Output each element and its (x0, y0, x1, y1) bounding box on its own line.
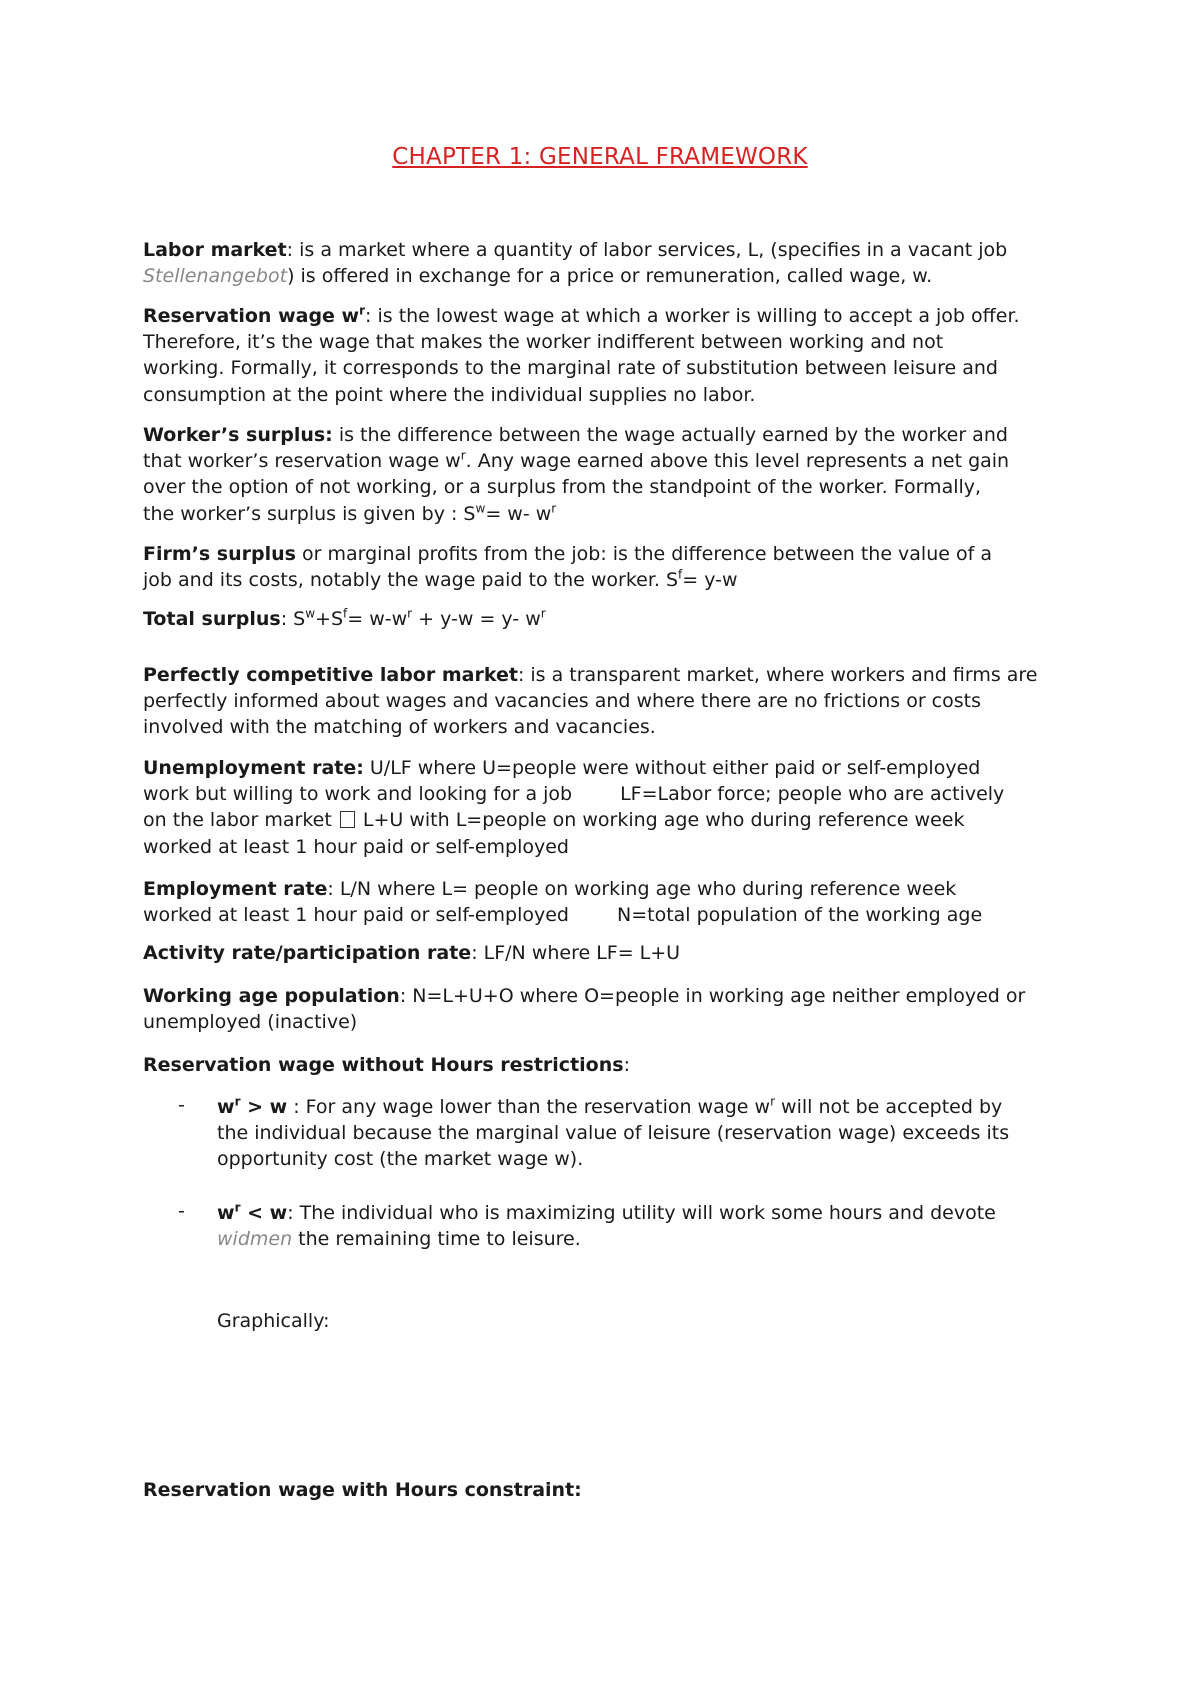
section-heading-no-hours: Reservation wage without Hours restrictions: (143, 1054, 630, 1076)
term: Labor market (143, 239, 287, 261)
term: Perfectly competitive labor market (143, 664, 518, 686)
term: Firm’s surplus (143, 543, 296, 565)
bullet-item-wr-greater: $w^r > w$ : For any wage lower than the reservation wage $w^r$ will not be accepted by the individual because the marginal value of leisure (reservation wage) exceeds its opportunity cost (the market wage w). (217, 1094, 1010, 1171)
german-word: Stellenangebot (143, 265, 288, 288)
activity-rate-definition: Activity rate/participation rate: LF/N where LF= L+U (143, 942, 681, 964)
labor-market-definition: Labor market: is a market where a quantity of labor services, L, (specifies in a vacant job Stellenangebot) is offered in exchange for a price or remuneration, called wage, w. (143, 239, 1008, 288)
term: Working age population (143, 985, 400, 1007)
perfect-market-definition: Perfectly competitive labor market: is a transparent market, where workers and firms are perfectly informed about wages and vacancies and where there are no frictions or costs involved with the matching of workers and vacancies. (143, 664, 1038, 739)
employment-rate-definition: Employment rate: L/N where L= people on working age who during reference week worked at least 1 hour paid or self-employed N=total population of the working age (143, 878, 983, 927)
term: Total surplus (143, 608, 281, 630)
firms-surplus-definition: Firm’s surplus or marginal profits from the job: is the difference between the value of a job and its costs, notably the wage paid to the worker. $S^f= y-w$ (143, 543, 992, 592)
bullet-item-wr-less: $w^r < w$: The individual who is maximizing utility will work some hours and devote widmen the remaining time to leisure. (217, 1200, 996, 1251)
bullet-dash: - (178, 1094, 185, 1116)
working-age-definition: Working age population: N=L+U+O where O=people in working age neither employed or unemployed (inactive) (143, 985, 1026, 1034)
workers-surplus-definition: Worker’s surplus: is the difference between the wage actually earned by the worker and that worker’s reservation wage $w^r$. Any wage earned above this level represents a net gain over the option of not working, or a surplus from the standpoint of the worker. Formally, the worker’s surplus is given by : $S^w= w-$ $w^r$ (143, 424, 1010, 525)
term: Worker’s surplus: (143, 424, 333, 446)
page-title: CHAPTER 1: GENERAL FRAMEWORK (392, 144, 808, 170)
unemployment-rate-definition: Unemployment rate: U/LF where U=people were without either paid or self-employed work but willing to work and looking for a job LF=Labor force; people who are actively on the labor market L+U with L=people on working age who during reference week worked at least 1 hour paid or self-employed (143, 757, 1005, 858)
term: Reservation wage $w^r$ (143, 303, 366, 327)
term: Unemployment rate: (143, 757, 364, 779)
missing-glyph-icon (340, 811, 355, 828)
reservation-wage-definition: Reservation wage $w^r$: is the lowest wage at which a worker is willing to accept a job offer. Therefore, it’s the wage that makes the worker indifferent between working and not working. Formally, it corresponds to the marginal rate of substitution between leisure and consumption at the point where the individual supplies no labor. (143, 303, 1020, 406)
german-word: widmen (217, 1228, 293, 1251)
bullet-dash: - (178, 1200, 185, 1222)
graphically-label: Graphically: (217, 1310, 330, 1332)
section-heading-with-hours: Reservation wage with Hours constraint: (143, 1479, 582, 1501)
term: Employment rate (143, 878, 328, 900)
term: Activity rate/participation rate (143, 942, 472, 964)
total-surplus-definition: Total surplus: $S^w+S^f= w-w^r + y-w = y-$ $w^r$ (143, 606, 546, 630)
